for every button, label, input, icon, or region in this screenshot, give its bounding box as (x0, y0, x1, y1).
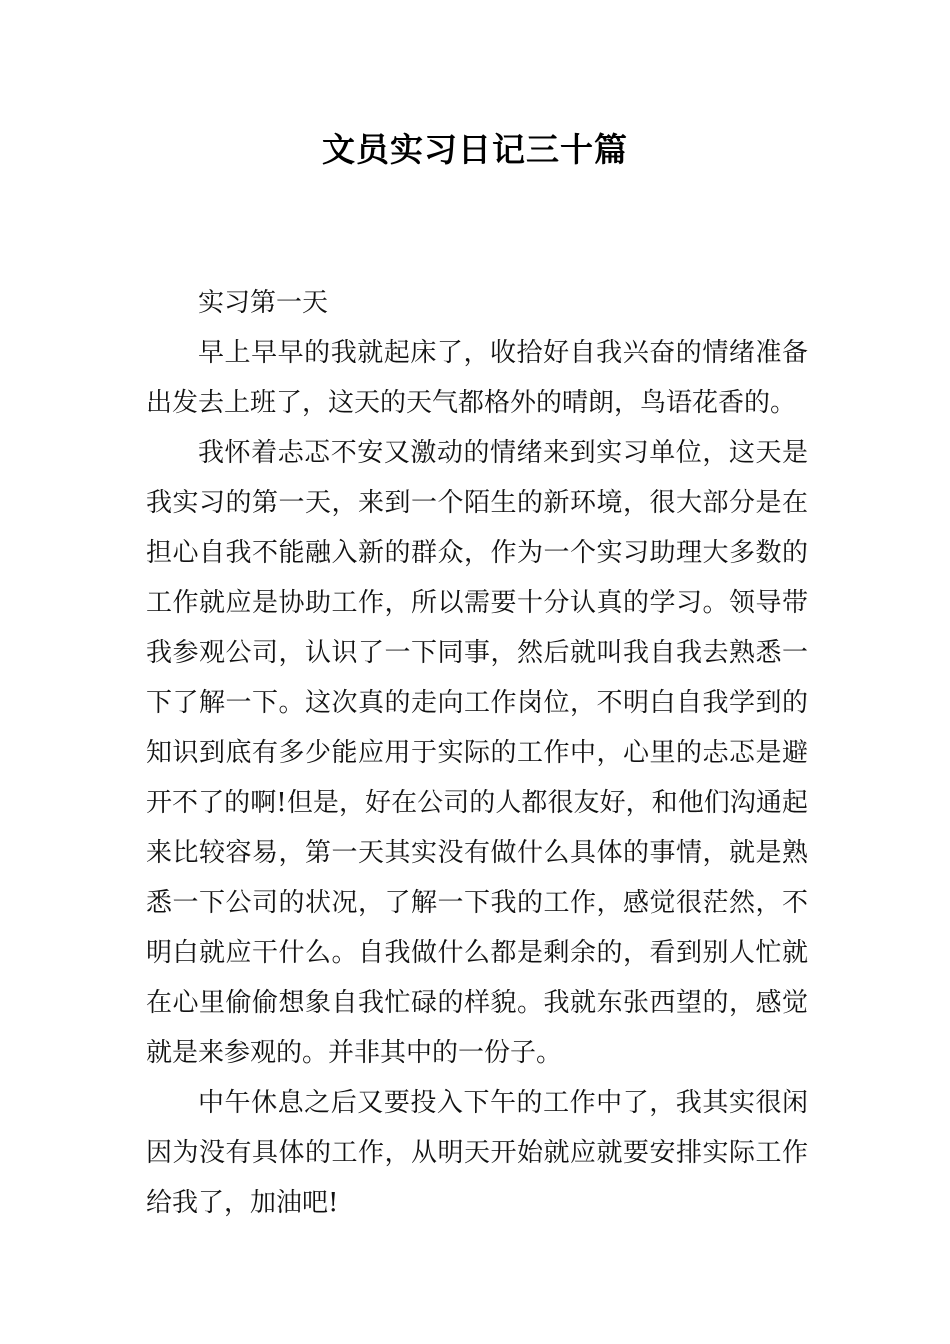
paragraph: 早上早早的我就起床了，收拾好自我兴奋的情绪准备出发去上班了，这天的天气都格外的晴朗，鸟语花香的。 (146, 338, 808, 418)
paragraph-day-heading: 实习第一天 (198, 288, 329, 318)
document-title: 文员实习日记三十篇 (322, 130, 628, 169)
paragraph: 中午休息之后又要投入下午的工作中了，我其实很闲因为没有具体的工作，从明天开始就应就要安排实际工作给我了，加油吧! (146, 1088, 808, 1218)
document-body (146, 278, 808, 1228)
paragraph: 我怀着忐忑不安又激动的情绪来到实习单位，这天是我实习的第一天，来到一个陌生的新环境，很大部分是在担心自我不能融入新的群众，作为一个实习助理大多数的工作就应是协助工作，所以需要十分认真的学习。领导带我参观公司，认识了一下同事，然后就叫我自我去熟悉一下了解一下。这次真的走向工作岗位，不明白自我学到的知识到底有多少能应用于实际的工作中，心里的忐忑是避开不了的啊!但是，好在公司的人都很友好，和他们沟通起来比较容易，第一天其实没有做什么具体的事情，就是熟悉一下公司的状况，了解一下我的工作，感觉很茫然，不明白就应干什么。自我做什么都是剩余的，看到别人忙就在心里偷偷想象自我忙碌的样貌。我就东张西望的，感觉就是来参观的。并非其中的一份子。 (146, 438, 808, 1068)
